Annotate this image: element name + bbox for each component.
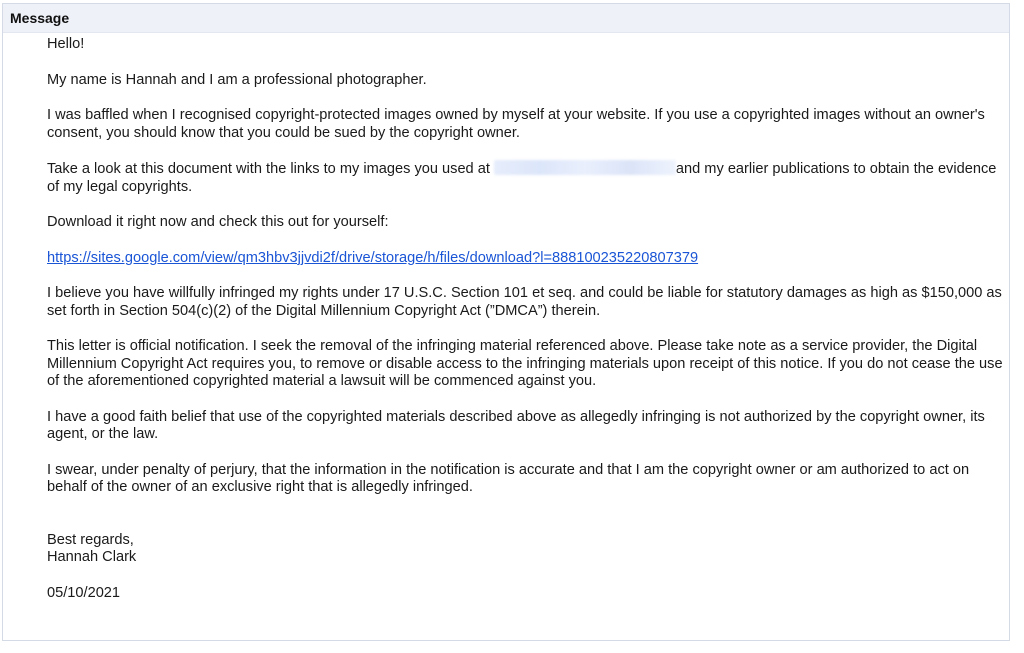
intro-paragraph: My name is Hannah and I am a professional photographer. [47,71,427,88]
paragraph-link [47,250,1005,268]
paragraph-7: I swear, under penalty of perjury, that the information in the notification is accurate and that I am the copyright owner or am authorized to act on behalf of the owner of an exclusive right that is allegedly infringed. [47,461,970,495]
greeting: Hello! [47,36,85,52]
paragraph-1: I was baffled when I recognised copyright-protected images owned by myself at your website. If you use a copyrighted images without an owner's consent, you should know that you could be sued by the copyright owner. [47,107,985,141]
paragraph-2 [47,160,1005,196]
panel-title: Message [3,4,1009,33]
download-link[interactable]: https://sites.google.com/view/qm3hbv3jjvdi2f/drive/storage/h/files/download?l=888100235220807379 [47,249,699,266]
paragraph-5: This letter is official notification. I seek the removal of the infringing material referenced above. Please take note as a service provider, the Digital Millennium Copyright Act requires you, to remove or disable access to the infringing materials upon receipt of this notice. If you do not cease the use of the aforementioned copyrighted material a lawsuit will be commenced against you. [47,338,1003,389]
paragraph-2-start: Take a look at this document with the links to my images you used at [47,161,490,177]
signoff: Best regards, [47,531,134,548]
paragraph-2-end: and my earlier publications to obtain the evidence of my legal copyrights. [47,161,997,195]
paragraph-4: I believe you have willfully infringed my rights under 17 U.S.C. Section 101 et seq. and could be liable for statutory damages as high as $150,000 as set forth in Section 504(c)(2) of the Digital Millennium Copyright Act (”DMCA”) therein. [47,285,1002,319]
paragraph-3: Download it right now and check this out for yourself: [47,214,389,230]
paragraph-6: I have a good faith belief that use of the copyrighted materials described above as allegedly infringing is not authorized by the copyright owner, its agent, or the law. [47,408,985,442]
redacted-website [494,160,676,175]
signature: Hannah Clark [47,549,137,565]
message-body [47,36,1005,602]
date: 05/10/2021 [47,584,121,601]
